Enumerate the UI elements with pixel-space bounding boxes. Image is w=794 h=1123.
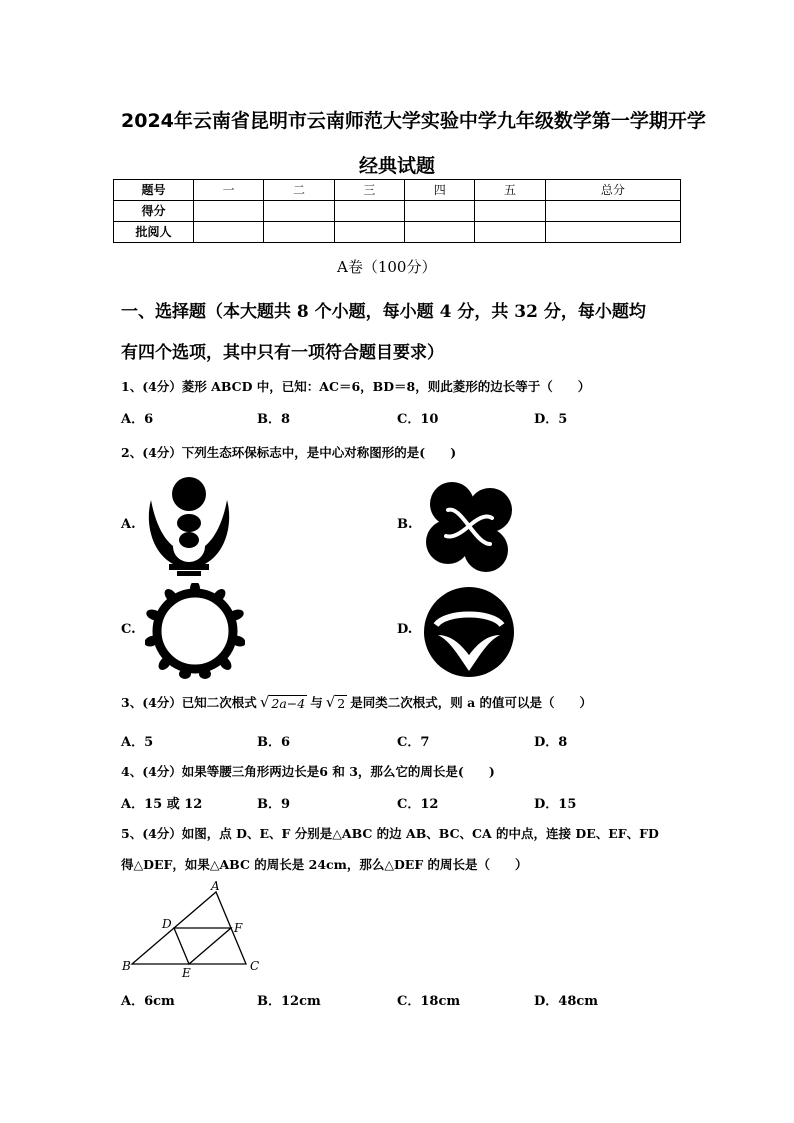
radicand-2: 2 (337, 696, 346, 711)
q1-option-c[interactable]: C．10 (397, 412, 439, 427)
question-5-stem-line-1: 5、(4分）如图，点 D、E、F 分别是△ABC 的边 AB、BC、CA 的中点，连接 DE、EF、FD (121, 826, 659, 841)
label-c: C (250, 959, 260, 973)
circle-leaf-logo-icon[interactable] (422, 585, 516, 679)
triangle-figure (118, 878, 268, 980)
header-cell: 一 (194, 180, 264, 201)
q1-option-a[interactable]: A．6 (121, 412, 154, 427)
label-a: A (211, 879, 220, 893)
section-heading-line-1: 一、选择题（本大题共 8 个小题，每小题 4 分，共 32 分，每小题均 (121, 302, 646, 322)
score-table (113, 179, 681, 243)
wreath-logo-icon[interactable] (145, 583, 245, 681)
header-cell: 四 (405, 180, 475, 201)
score-cell[interactable] (194, 201, 264, 222)
q4-option-d[interactable]: D．15 (534, 797, 577, 812)
section-heading-line-2: 有四个选项，其中只有一项符合题目要求） (121, 343, 444, 363)
part-a-heading: A卷（100分） (337, 258, 437, 276)
q4-option-b[interactable]: B．9 (257, 797, 291, 812)
question-3-stem (121, 693, 592, 711)
q5-option-b[interactable]: B．12cm (257, 994, 321, 1009)
score-cell[interactable] (475, 201, 545, 222)
q3-option-d[interactable]: D．8 (534, 735, 568, 750)
label-b: B (122, 959, 131, 973)
question-1-stem: 1、(4分）菱形 ABCD 中，已知：AC＝6，BD＝8，则此菱形的边长等于（ ） (121, 379, 591, 394)
score-cell[interactable] (545, 222, 680, 243)
header-cell: 总分 (545, 180, 680, 201)
radicand-1: 2a−4 (271, 696, 306, 711)
q4-option-a[interactable]: A．15 或 12 (121, 797, 203, 812)
title-line-1: 2024年云南省昆明市云南师范大学实验中学九年级数学第一学期开学 (121, 110, 706, 132)
score-table-header-row (114, 180, 681, 201)
q3-stem-part-2: 与 (310, 695, 323, 710)
q1-option-d[interactable]: D．5 (534, 412, 568, 427)
q2-option-b-label[interactable]: B. (397, 517, 413, 532)
q5-option-d[interactable]: D．48cm (534, 994, 599, 1009)
q4-option-c[interactable]: C．12 (397, 797, 439, 812)
header-cell: 五 (475, 180, 545, 201)
score-row (114, 201, 681, 222)
score-cell[interactable] (545, 201, 680, 222)
flame-logo-icon[interactable] (143, 472, 243, 578)
label-e: E (182, 966, 191, 980)
radical-2 (326, 693, 348, 711)
score-cell[interactable] (475, 222, 545, 243)
sqrt-icon: √ (259, 693, 270, 711)
score-cell[interactable] (405, 201, 475, 222)
q3-option-b[interactable]: B．6 (257, 735, 291, 750)
question-5-stem-line-2: 得△DEF，如果△ABC 的周长是 24cm，那么△DEF 的周长是（ ） (121, 857, 528, 872)
triangle-def (174, 928, 231, 964)
sqrt-icon: √ (325, 693, 336, 711)
q3-option-c[interactable]: C．7 (397, 735, 430, 750)
score-cell[interactable] (334, 201, 404, 222)
q3-stem-part-1: 3、(4分）已知二次根式 (121, 695, 257, 710)
q5-option-c[interactable]: C．18cm (397, 994, 461, 1009)
q2-option-c-label[interactable]: C. (121, 622, 136, 637)
header-cell: 二 (264, 180, 334, 201)
q1-option-b[interactable]: B．8 (257, 412, 291, 427)
q2-option-d-label[interactable]: D. (397, 622, 413, 637)
title-line-2: 经典试题 (359, 155, 436, 177)
question-2-stem: 2、(4分）下列生态环保标志中，是中心对称图形的是( ) (121, 445, 457, 460)
radical-1 (260, 693, 307, 711)
score-cell[interactable] (264, 201, 334, 222)
row-label: 得分 (114, 201, 194, 222)
clover-logo-icon[interactable] (420, 474, 520, 578)
question-4-stem: 4、(4分）如果等腰三角形两边长是6 和 3，那么它的周长是( ) (121, 764, 495, 779)
label-f: F (234, 921, 243, 935)
q3-option-a[interactable]: A．5 (121, 735, 154, 750)
row-label: 批阅人 (114, 222, 194, 243)
q2-option-a-label[interactable]: A. (121, 517, 136, 532)
score-cell[interactable] (405, 222, 475, 243)
header-cell: 题号 (114, 180, 194, 201)
q5-option-a[interactable]: A．6cm (121, 994, 175, 1009)
score-cell[interactable] (194, 222, 264, 243)
score-cell[interactable] (264, 222, 334, 243)
reviewer-row (114, 222, 681, 243)
score-cell[interactable] (334, 222, 404, 243)
header-cell: 三 (334, 180, 404, 201)
label-d: D (162, 917, 172, 931)
q3-stem-part-3: 是同类二次根式，则 a 的值可以是（ ） (350, 695, 593, 710)
